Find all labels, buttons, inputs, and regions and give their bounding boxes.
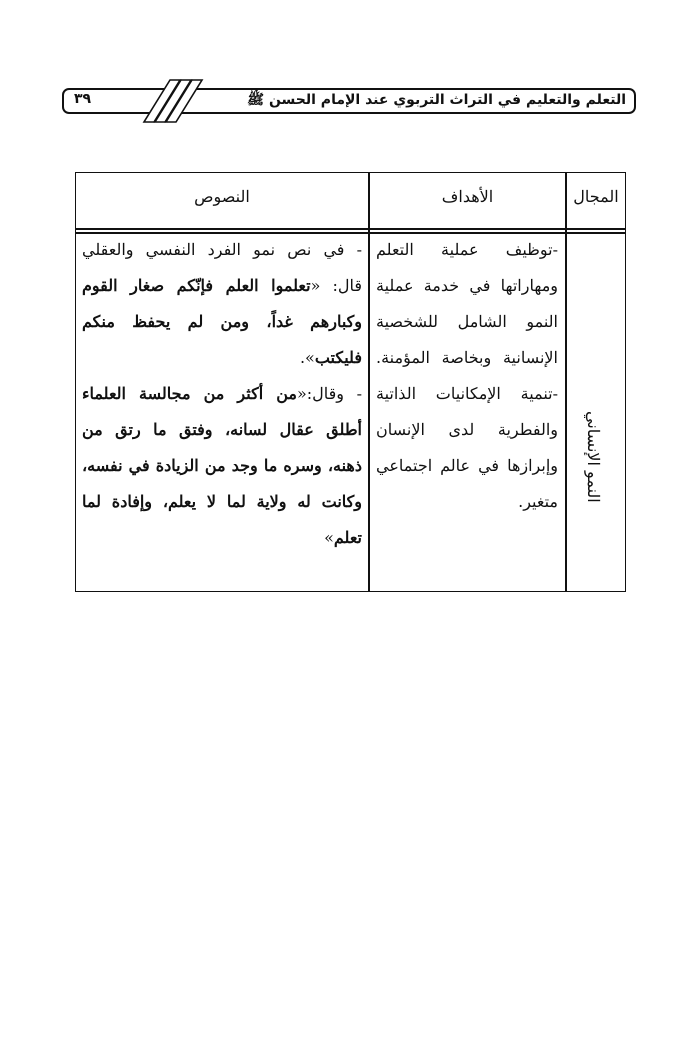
texts-line [82,233,362,269]
quote-text: أطلق عقال لسانه، وفتق ما رتق من [82,420,362,439]
goals-line: متغير. [518,492,558,511]
texts-line [82,269,362,305]
header-texts: النصوص [194,187,250,206]
goals-line: -توظيف عملية التعلم [376,240,558,259]
plain-text: قال: « [310,276,362,295]
goals-line: النمو الشامل للشخصية [376,312,558,331]
plain-text: - في نص نمو الفرد النفسي والعقلي [82,240,362,259]
column-divider [565,173,567,591]
plain-text: » [324,528,334,547]
texts-line [82,485,362,521]
header-goals: الأهداف [441,187,494,206]
texts-line [82,521,362,557]
quote-text: تعلموا العلم فإنّكم صغار القوم [82,276,311,295]
texts-line [82,305,362,341]
page-number: ٣٩ [74,91,92,107]
header-field: المجال [573,187,619,206]
texts-cell [82,233,362,557]
goals-line: ومهاراتها في خدمة عملية [376,276,558,295]
texts-line [82,449,362,485]
quote-text: من أكثر من مجالسة العلماء [82,384,297,403]
header-divider [76,228,625,230]
texts-line [82,377,362,413]
column-divider [368,173,370,591]
plain-text: ». [299,348,315,367]
decorative-slashes-icon [140,78,210,124]
goals-line: الإنسانية وبخاصة المؤمنة. [376,348,558,367]
quote-text: وكبارهم غداً، ومن لم يحفظ منكم [82,312,362,331]
plain-text: - وقال:« [296,384,362,403]
book-title: التعلم والتعليم في التراث التربوي عند الإمام الحسن ﷺ [247,92,626,108]
texts-line [82,413,362,449]
goals-cell [376,233,558,521]
texts-line [82,341,362,377]
quote-text: وكانت له ولاية لما لا يعلم، وإفادة لما [82,492,362,511]
quote-text: ذهنه، وسره ما وجد من الزيادة في نفسه، [82,456,362,475]
quote-text: تعلم [333,528,362,547]
content-table [75,172,626,592]
goals-line: وإبرازها في عالم اجتماعي [376,456,558,475]
goals-line: -تنمية الإمكانيات الذاتية [376,384,558,403]
quote-text: فليكتب [314,348,362,367]
goals-line: والفطرية لدى الإنسان [376,420,558,439]
field-value: النمو الإنساني [584,411,603,503]
